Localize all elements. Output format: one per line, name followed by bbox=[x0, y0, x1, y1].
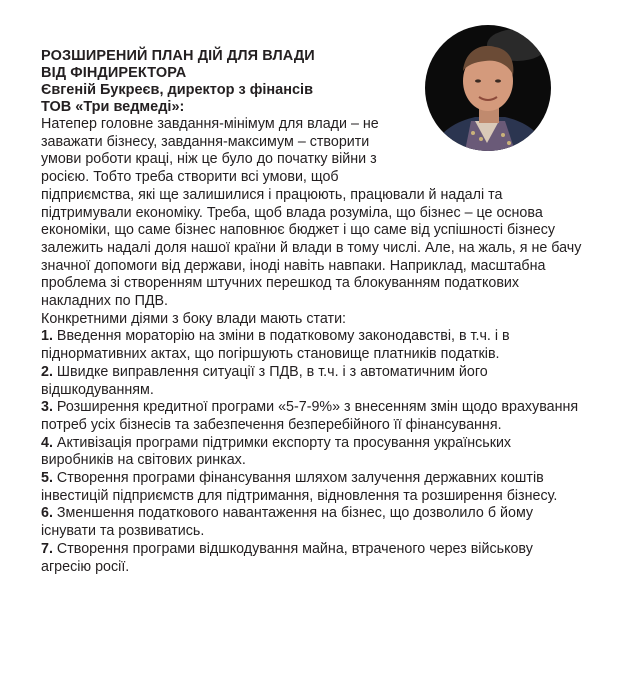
item-number: 5. bbox=[41, 470, 53, 487]
list-item bbox=[41, 364, 586, 399]
item-text: Введення мораторію на зміни в податковому законодавстві, в т.ч. і в підноpмативних актах, що погіршують становище платників податків. bbox=[41, 328, 510, 363]
item-text: Зменшення податкового навантаження на бізнес, що дозволило б йому існувати та розвиватись. bbox=[41, 505, 534, 540]
item-text: Розширення кредитної програми «5-7-9%» з внесенням змін щодо врахування потреб усіх бізнесів та забезпечення безперебійного її фінансування. bbox=[41, 399, 579, 433]
author-line-1: Євгеній Букреєв, директор з фінансів bbox=[41, 82, 314, 98]
list-item bbox=[41, 470, 586, 505]
item-text: Швидке виправлення ситуації з ПДВ, в т.ч. і з автоматичним його відшкодуванням. bbox=[41, 363, 488, 398]
title-line-1: РОЗШИРЕНИЙ ПЛАН ДІЙ ДЛЯ ВЛАДИ bbox=[41, 48, 315, 64]
list-item bbox=[41, 328, 586, 363]
list-item bbox=[41, 541, 586, 576]
item-text: Створення програми відшкодування майна, втраченого через військову агресію росії. bbox=[41, 540, 533, 575]
action-list bbox=[41, 328, 586, 576]
intro-paragraph: Натепер головне завдання-мінімум для влади – не заважати бізнесу, завдання-максимум – створити умови роботи краці, ніж це було до початку війни з росією. Тобто треба створити всі умови, щоб підприємства, які ще залишилися і працюють, працювали й надалі та підтримували економіку. Треба, щоб влада розуміла, що бізнес – це основа економіки, що саме бізнес наповнює бюджет і що саме від успішності бізнесу залежить надалі доля нашої країни й влади в тому числі. Але, на жаль, я не бачу значної допомоги від держави, іноді навіть навпаки. Наприклад, масштабна проблема зі створенням штучних перешкод та блокуванням податкових накладних по ПДВ. bbox=[41, 116, 582, 310]
article-title bbox=[41, 48, 586, 82]
list-intro: Конкретними діями з боку влади мають стати: bbox=[41, 310, 347, 327]
item-number: 6. bbox=[41, 505, 53, 522]
item-text: Активізація програми підтримки експорту та просування українських виробників на світових ринках. bbox=[41, 434, 512, 469]
item-number: 1. bbox=[41, 328, 53, 345]
item-number: 2. bbox=[41, 363, 53, 380]
item-number: 7. bbox=[41, 540, 53, 557]
item-number: 4. bbox=[41, 434, 53, 451]
title-line-2: ВІД ФІНДИРЕКТОРА bbox=[41, 65, 187, 81]
author-byline bbox=[41, 82, 586, 116]
list-item bbox=[41, 399, 586, 434]
list-item bbox=[41, 435, 586, 470]
article-content bbox=[41, 48, 586, 576]
list-item bbox=[41, 505, 586, 540]
item-text: Створення програми фінансування шляхом залучення державних коштів інвестицій підприємств для підтримання, відновлення та розширення бізнесу. bbox=[41, 470, 558, 504]
item-number: 3. bbox=[41, 399, 53, 416]
author-line-2: ТОВ «Три ведмеді»: bbox=[41, 99, 185, 115]
article-body bbox=[41, 116, 586, 576]
